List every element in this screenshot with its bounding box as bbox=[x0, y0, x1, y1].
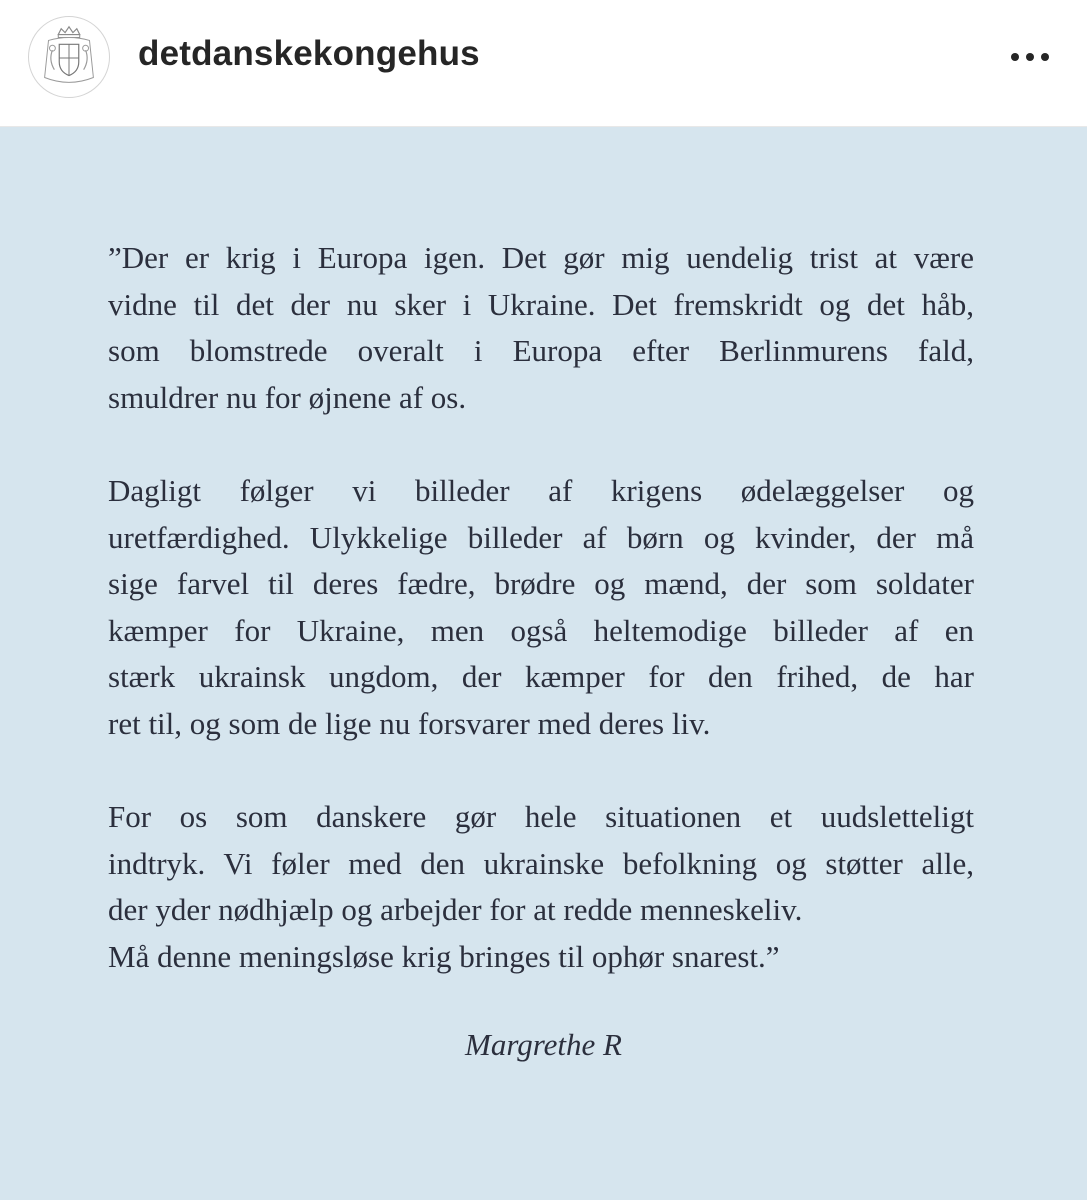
letter-paragraph bbox=[108, 468, 974, 747]
more-options-button[interactable] bbox=[1002, 40, 1058, 74]
letter-line: Må denne meningsløse krig bringes til ophør snarest.” bbox=[108, 938, 780, 974]
letter-line: sige farvel til deres fædre, brødre og mænd, der som soldater bbox=[108, 566, 974, 601]
letter-line: Dagligt følger vi billeder af krigens ødelæggelser og bbox=[108, 473, 974, 508]
letter-line: ”Der er krig i Europa igen. Det gør mig uendelig trist at være bbox=[108, 240, 974, 275]
letter-line: For os som danskere gør hele situationen et uudsletteligt bbox=[108, 799, 974, 834]
letter-text bbox=[108, 235, 974, 1027]
letter-line: der yder nødhjælp og arbejder for at redde menneskeliv. bbox=[108, 892, 803, 927]
letter-line: ret til, og som de lige nu forsvarer med deres liv. bbox=[108, 705, 711, 741]
post-header bbox=[0, 0, 1087, 127]
letter-paragraph bbox=[108, 794, 974, 980]
letter-line: smuldrer nu for øjnene af os. bbox=[108, 379, 467, 415]
more-options-icon bbox=[1010, 52, 1050, 62]
username[interactable]: detdanskekongehus bbox=[138, 34, 480, 73]
letter-line: kæmper for Ukraine, men også heltemodige billeder af en bbox=[108, 612, 974, 648]
post-image bbox=[0, 127, 1087, 1200]
letter-line: indtryk. Vi føler med den ukrainske befolkning og støtter alle, bbox=[108, 845, 974, 881]
signature: Margrethe R bbox=[465, 1027, 622, 1062]
letter-line: vidne til det der nu sker i Ukraine. Det fremskridt og det håb, bbox=[108, 286, 974, 322]
letter-paragraph bbox=[108, 235, 974, 421]
letter-line: stærk ukrainsk ungdom, der kæmper for den frihed, de har bbox=[108, 659, 974, 694]
profile-avatar[interactable] bbox=[28, 16, 110, 98]
letter-line: som blomstrede overalt i Europa efter Berlinmurens fald, bbox=[108, 333, 974, 368]
letter-line: uretfærdighed. Ulykkelige billeder af børn og kvinder, der må bbox=[108, 519, 974, 555]
royal-coat-of-arms-icon bbox=[29, 17, 109, 97]
